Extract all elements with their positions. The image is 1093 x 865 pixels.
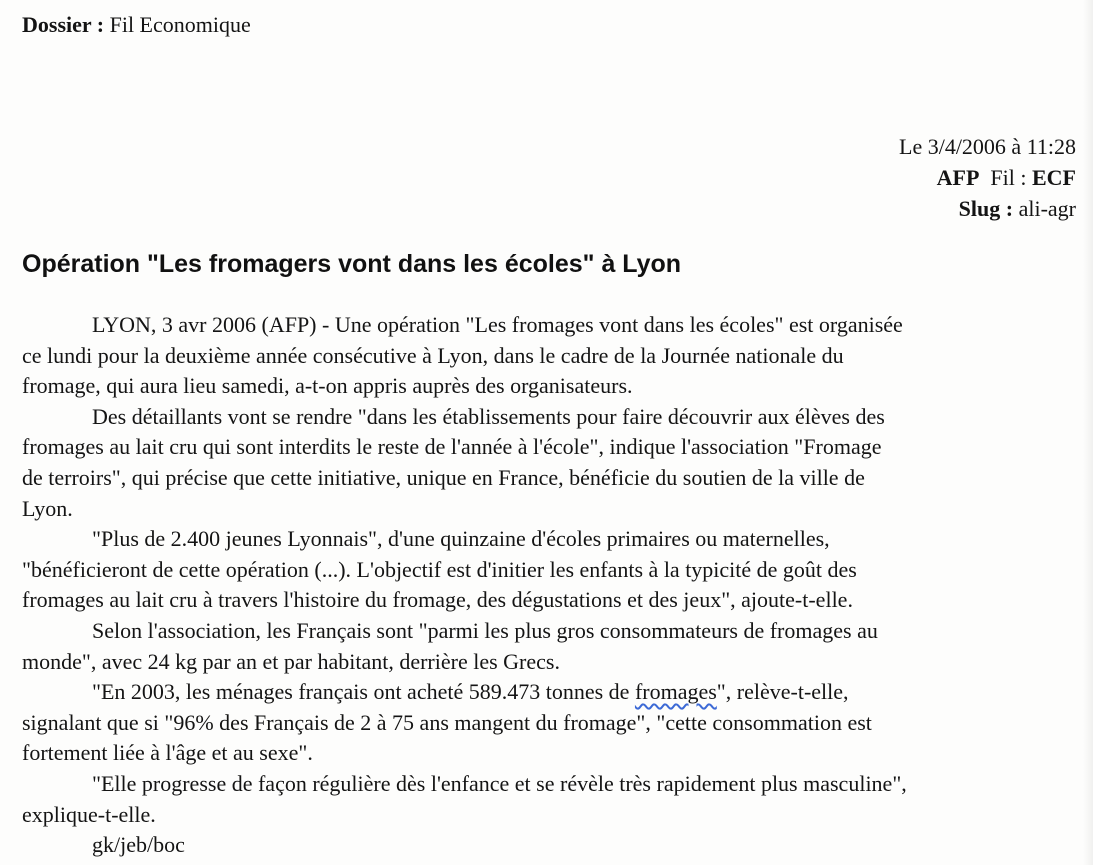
slug-label: Slug : [958, 196, 1014, 221]
body-line: Selon l'association, les Français sont "parmi les plus gros consommateurs de fromages au [92, 617, 878, 643]
dispatch-date: Le 3/4/2006 à 11:28 [899, 134, 1076, 159]
body-line: "Elle progresse de façon régulière dès l'enfance et se révèle très rapidement plus masculine", [92, 770, 907, 796]
body-line: LYON, 3 avr 2006 (AFP) - Une opération "Les fromages vont dans les écoles" est organisée [92, 312, 903, 337]
article-headline: Opération "Les fromagers vont dans les écoles" à Lyon [22, 250, 682, 278]
body-line: signalant que si "96% des Français de 2 à 75 ans mangent du fromage", "cette consommation est [22, 709, 872, 735]
body-line: monde", avec 24 kg par an et par habitant, derrière les Grecs. [22, 648, 560, 674]
line-start: "En 2003, les ménages français ont acheté 589.473 tonnes de [92, 679, 635, 705]
body-line: fromage, qui aura lieu samedi, a-t-on appris auprès des organisateurs. [22, 373, 633, 399]
body-line: ce lundi pour la deuxième année consécutive à Lyon, dans le cadre de la Journée nationale du [22, 342, 844, 368]
slug-value: ali-agr [1018, 196, 1076, 221]
body-line: "Plus de 2.400 jeunes Lyonnais", d'une quinzaine d'écoles primaires ou maternelles, [92, 526, 830, 552]
body-line: Lyon. [22, 495, 73, 521]
spellcheck-underlined-word: fromages [634, 679, 717, 705]
slug-row [899, 193, 1076, 224]
dossier-line [22, 12, 251, 38]
signature-initials: gk/jeb/boc [92, 832, 185, 858]
body-line: fortement liée à l'âge et au sexe". [22, 740, 313, 766]
fil-value: ECF [1032, 165, 1076, 190]
fil-label: Fil : [990, 165, 1027, 190]
article-body [22, 310, 907, 861]
body-line: fromages au lait cru à travers l'histoire du fromage, des dégustations et des jeux", ajoute-t-elle. [22, 587, 853, 613]
body-line: de terroirs", qui précise que cette initiative, unique en France, bénéficie du soutien de la ville de [22, 464, 865, 490]
dossier-label: Dossier : [22, 12, 105, 37]
body-line: Des détaillants vont se rendre "dans les établissements pour faire découvrir aux élèves des [92, 403, 885, 429]
agency-row [899, 162, 1076, 193]
dispatch-meta [899, 131, 1076, 224]
body-line: "bénéficieront de cette opération (...). L'objectif est d'initier les enfants à la typicité de goût des [22, 556, 857, 582]
body-line: fromages au lait cru qui sont interdits le reste de l'année à l'école", indique l'association "Fromage [22, 434, 882, 460]
page-edge [1083, 0, 1093, 865]
agency-name: AFP [936, 165, 980, 190]
body-line-with-underline [22, 677, 907, 708]
dossier-value: Fil Economique [104, 12, 251, 37]
line-end: ", relève-t-elle, [716, 679, 849, 705]
body-line: explique-t-elle. [22, 801, 156, 827]
